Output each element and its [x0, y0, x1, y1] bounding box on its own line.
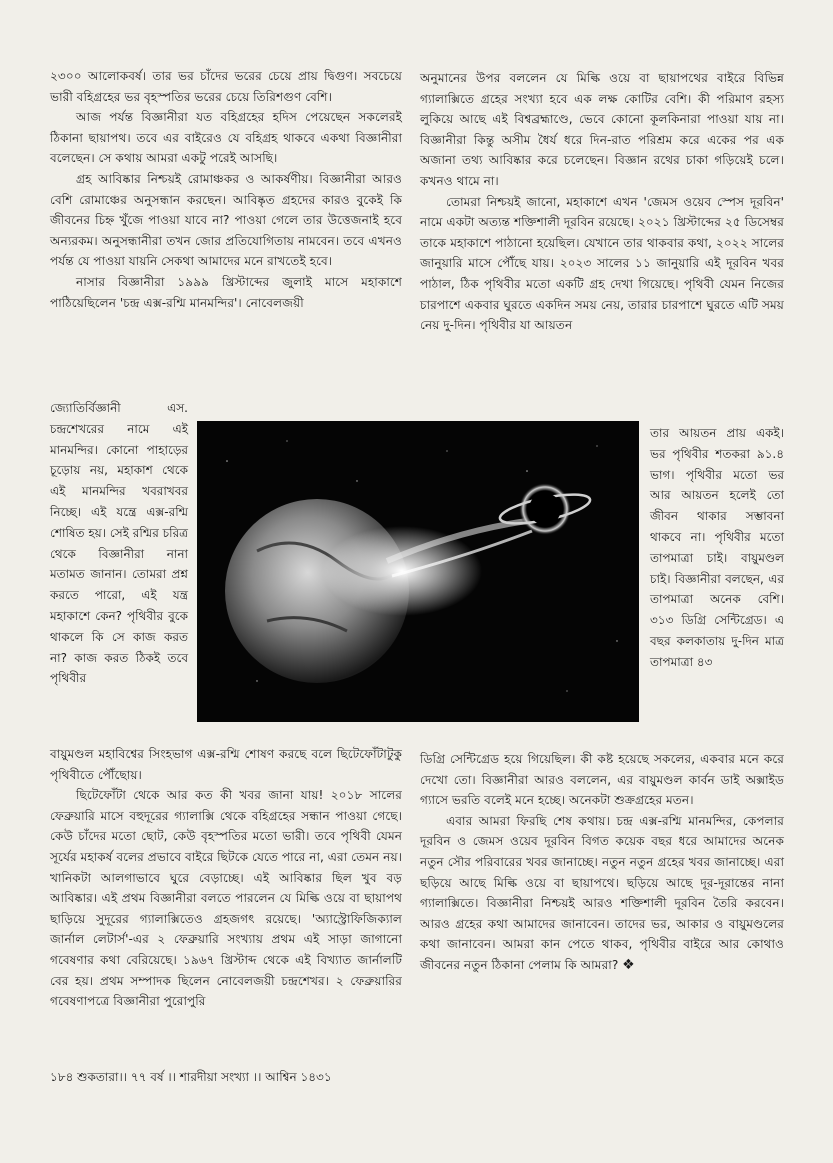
- paragraph: তার আয়তন প্রায় একই। ভর পৃথিবীর শতকরা ৯১.৪ ভাগ। পৃথিবীর মতো ভর আর আয়তন হলেই তো জীবন থাকার সম্ভাবনা থাকবে না। পৃথিবীর মতো তাপমাত্রা চাই। বায়ুমণ্ডল চাই। বিজ্ঞানীরা বলছেন, এর তাপমাত্রা অনেক বেশি। ৩১৩ ডিগ্রি সেন্টিগ্রেড। এ বছর কলকাতায় দু-দিন মাত্র তাপমাত্রা ৪৩: [650, 426, 784, 669]
- paragraph: ২৩০০ আলোকবর্ষ। তার ভর চাঁদের ভরের চেয়ে প্রায় দ্বিগুণ। সবচেয়ে ভারী বহিগ্রহের ভর বৃহস্পতির ভরের চেয়ে তিরিশগুণ বেশি।: [50, 69, 402, 104]
- space-illustration-image: [197, 421, 639, 722]
- paragraph: ডিগ্রি সেন্টিগ্রেড হয়ে গিয়েছিল। কী কষ্ট হয়েছে সকলের, একবার মনে করে দেখো তো। বিজ্ঞানীরা আরও বললেন, এর বায়ুমণ্ডল কার্বন ডাই অক্সাইড গ্যাসে ভরতি বলেই মনে হচ্ছে। অনেকটা শুক্রগ্রহের মতন।: [420, 752, 784, 808]
- final-text: এবার আমরা ফিরছি শেষ কথায়। চন্দ্র এক্স-রশ্মি মানমন্দির, কেপলার দূরবিন ও জেমস ওয়েব দূরবিন বিগত কয়েক বছর ধরে আমাদের অনেক নতুন সৌর পরিবারের খবর জানাচ্ছে। নতুন নতুন গ্রহের খবর জানাচ্ছে। এরা ছড়িয়ে আছে মিল্কি ওয়ে বা ছায়াপথে। ছড়িয়ে আছে দূর-দূরান্তের নানা গ্যালাক্সিতে। বিজ্ঞানীরা নিশ্চয়ই আরও শক্তিশালী দূরবিন তৈরি করবেন। আরও গ্রহের কথা আমাদের জানাবেন। তাদের ভর, আকার ও বায়ুমণ্ডলের কথা জানাবেন। আমরা কান পেতে থাকব, পৃথিবীর বাইরে আর কোথাও জীবনের নতুন ঠিকানা পেলাম কি আমরা?: [420, 813, 784, 972]
- right-wrap-column: [650, 423, 784, 673]
- left-column-bottom: [50, 744, 402, 1012]
- paragraph: তোমরা নিশ্চয়ই জানো, মহাকাশে এখন 'জেমস ওয়েব স্পেস দূরবিন' নামে একটা অত্যন্ত শক্তিশালী দূরবিন রয়েছে। ২০২১ খ্রিস্টাব্দের ২৫ ডিসেম্বর তাকে মহাকাশে পাঠানো হয়েছিল। যেখানে তার থাকবার কথা, ২০২২ সালের জানুয়ারি মাসে পৌঁছে যায়। ২০২৩ সালের ১১ জানুয়ারি এই দূরবিন খবর পাঠাল, ঠিক পৃথিবীর মতো একটি গ্রহ দেখা গিয়েছে। পৃথিবী যেমন নিজের চারপাশে একবার ঘুরতে একদিন সময় নেয়, তারার চারপাশে ঘুরতে এটি সময় নেয় দু-দিন। পৃথিবীর যা আয়তন: [420, 194, 784, 333]
- planet-and-black-hole-art: [197, 421, 639, 722]
- paragraph-final: [420, 811, 784, 976]
- paragraph: গ্রহ আবিষ্কার নিশ্চয়ই রোমাঞ্চকর ও আকর্ষণীয়। বিজ্ঞানীরা আরও বেশি রোমাঞ্চের অনুসন্ধান করছেন। আবিষ্কৃত গ্রহদের কারও বুকেই কি জীবনের চিহ্ন খুঁজে পাওয়া যাবে না? পাওয়া গেলে তার উত্তেজনাই হবে অন্যরকম। অনুসন্ধানীরা তখন জোর প্রতিযোগিতায় নামবেন। তবে এখনও পর্যন্ত যে পাওয়া যায়নি সেকথা আমাদের মনে রাখতেই হবে।: [50, 171, 402, 269]
- right-column-top: [420, 68, 784, 336]
- paragraph: ছিটেফোঁটা থেকে আর কত কী খবর জানা যায়! ২০১৮ সালের ফেব্রুয়ারি মাসে বহুদূরের গ্যালাক্সি থেকে বহিগ্রহের সন্ধান পাওয়া গেছে। কেউ চাঁদের মতো ছোট, কেউ বৃহস্পতির মতো ভারী। তবে পৃথিবী যেমন সূর্যের মহাকর্ষ বলের প্রভাবে বাইরে ছিটকে যেতে পারে না, এরা তেমন নয়। খানিকটা আলগাভাবে ঘুরে বেড়াচ্ছে। এই আবিষ্কার ছিল খুব বড় আবিষ্কার। এই প্রথম বিজ্ঞানীরা বলতে পারলেন যে মিল্কি ওয়ে বা ছায়াপথ ছাড়িয়ে সুদূরের গ্যালাক্সিতেও গ্রহজগৎ রয়েছে। 'অ্যাস্ট্রোফিজিক্যাল জার্নাল লেটার্স'-এর ২ ফেব্রুয়ারি সংখ্যায় প্রথম এই সাড়া জাগানো গবেষণার কথা বেরিয়েছে। ১৯৬৭ খ্রিস্টাব্দ থেকে এই বিখ্যাত জার্নালটি বের হয়। প্রথম সম্পাদক ছিলেন নোবেলজয়ী চন্দ্রশেখর। ২ ফেব্রুয়ারির গবেষণাপত্রে বিজ্ঞানীরা পুরোপুরি: [50, 788, 402, 1009]
- paragraph: জ্যোতির্বিজ্ঞানী এস. চন্দ্রশেখরের নামে এই মানমন্দির। কোনো পাহাড়ের চূড়োয় নয়, মহাকাশ থেকে এই মানমন্দির খবরাখবর নিচ্ছে। এই যন্ত্রে এক্স-রশ্মি শোষিত হয়। সেই রশ্মির চরিত্র থেকে বিজ্ঞানীরা নানা মতামত জানান। তোমরা প্রশ্ন করতে পারো, এই যন্ত্র মহাকাশে কেন? পৃথিবীর বুকে থাকলে কি সে কাজ করত না? কাজ করত ঠিকই তবে পৃথিবীর: [50, 401, 188, 686]
- paragraph: অনুমানের উপর বললেন যে মিল্কি ওয়ে বা ছায়াপথের বাইরে বিভিন্ন গ্যালাক্সিতে গ্রহের সংখ্যা হবে এক লক্ষ কোটির বেশি। কী পরিমাণ রহস্য লুকিয়ে আছে এই বিশ্বব্রহ্মাণ্ডে, ভেবে কোনো কূলকিনারা পাওয়া যায় না। বিজ্ঞানীরা কিন্তু অসীম ধৈর্য ধরে দিন-রাত পরিশ্রম করে একের পর এক অজানা তথ্য আবিষ্কার করে চলেছেন। বিজ্ঞান রথের চাকা গড়িয়েই চলে। কখনও থামে না।: [420, 71, 784, 188]
- right-column-bottom: [420, 749, 784, 976]
- end-ornament-icon: ❖: [622, 956, 635, 973]
- paragraph: নাসার বিজ্ঞানীরা ১৯৯৯ খ্রিস্টাব্দের জুলাই মাসে মহাকাশে পাঠিয়েছিলেন 'চন্দ্র এক্স-রশ্মি মানমন্দির'। নোবেলজয়ী: [50, 274, 402, 310]
- page-footer: ১৮৪ শুকতারা।। ৭৭ বর্ষ ।। শারদীয়া সংখ্যা ।। আশ্বিন ১৪৩১: [50, 1070, 332, 1084]
- paragraph: আজ পর্যন্ত বিজ্ঞানীরা যত বহিগ্রহের হদিস পেয়েছেন সকলেরই ঠিকানা ছায়াপথ। তবে এর বাইরেও যে বহিগ্রহ থাকবে একথা বিজ্ঞানীরা বলেছেন। সে কথায় আমরা একটু পরেই আসছি।: [50, 110, 402, 166]
- explosion-glow: [322, 526, 482, 616]
- left-column-top: [50, 66, 402, 313]
- left-wrap-column: [50, 398, 188, 689]
- paragraph: বায়ুমণ্ডল মহাবিশ্বের সিংহভাগ এক্স-রশ্মি শোষণ করছে বলে ছিটেফোঁটাটুকু পৃথিবীতে পৌঁছোয়।: [50, 747, 402, 782]
